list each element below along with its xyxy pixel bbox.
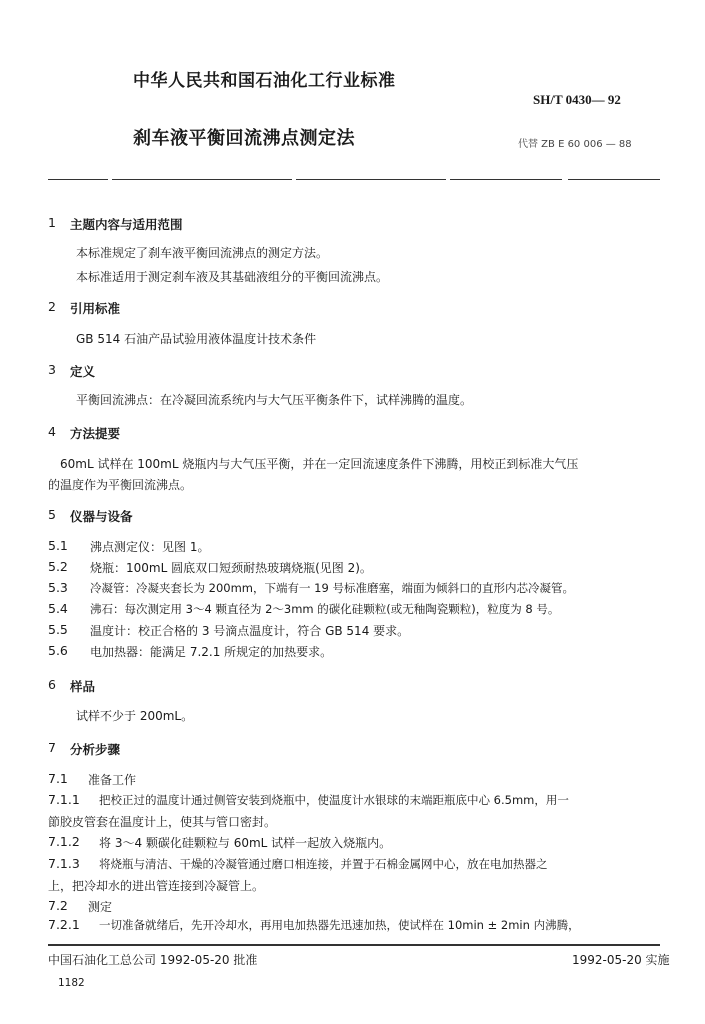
header-rule [450,179,562,180]
paragraph: 试样不少于 200mL。 [76,709,194,723]
paragraph: 一切准备就绪后，先开冷却水，再用电加热器先迅速加热，使试样在 10min ± 2min 内沸腾， [99,918,580,932]
section-heading: 引用标准 [70,301,121,316]
item-number: 5.2 [48,559,68,574]
section-number: 1 [48,215,56,230]
subsection-number: 7.1 [48,771,68,786]
section-number: 5 [48,507,56,522]
page-number: 1182 [58,977,85,989]
approval-note: 中国石油化工总公司 1992-05-20 批准 [48,953,258,967]
paragraph: 将 3～4 颗碳化硅颗粒与 60mL 试样一起放入烧瓶内。 [99,836,392,850]
subsection-number: 7.1.1 [48,792,80,807]
section-heading: 主题内容与适用范围 [70,217,183,232]
header-rule [112,179,292,180]
paragraph: 的温度作为平衡回流沸点。 [48,478,193,492]
item-text: 沸石：每次测定用 3～4 颗直径为 2～3mm 的碳化硅颗粒(或无釉陶瓷颗粒)，粒度为 8 号。 [90,602,560,616]
item-number: 5.1 [48,538,68,553]
section-number: 4 [48,424,56,439]
section-heading: 定义 [70,364,96,379]
item-text: 烧瓶：100mL 圆底双口短颈耐热玻璃烧瓶(见图 2)。 [90,561,372,575]
section-heading: 分析步骤 [70,742,121,757]
section-number: 6 [48,677,56,692]
item-text: 冷凝管：冷凝夹套长为 200mm，下端有一 19 号标准磨塞，端面为倾斜口的直形内芯冷凝管。 [90,581,574,595]
header-rule [48,179,108,180]
subsection-number: 7.1.2 [48,834,80,849]
paragraph: 本标准适用于测定刹车液及其基础液组分的平衡回流沸点。 [76,270,389,284]
paragraph: GB 514 石油产品试验用液体温度计技术条件 [76,332,317,346]
paragraph-continuation: 節胶皮管套在温度计上，使其与管口密封。 [48,815,277,829]
subsection-title: 准备工作 [88,773,137,787]
section-heading: 样品 [70,679,96,694]
header-rule [296,179,446,180]
section-heading: 仪器与设备 [70,509,133,524]
paragraph: 将烧瓶与清洁、干燥的冷凝管通过磨口相连接，并置于石棉金属网中心，放在电加热器之 [99,857,548,871]
subsection-number: 7.2.1 [48,917,80,932]
section-heading: 方法提要 [70,426,121,441]
item-number: 5.6 [48,643,68,658]
header-rule [568,179,660,180]
section-number: 3 [48,362,56,377]
subsection-number: 7.2 [48,898,68,913]
item-number: 5.5 [48,622,68,637]
org-title: 中华人民共和国石油化工行业标准 [133,71,396,91]
paragraph: 本标准规定了刹车液平衡回流沸点的测定方法。 [76,246,329,260]
item-text: 温度计：校正合格的 3 号滴点温度计，符合 GB 514 要求。 [90,624,410,638]
paragraph-continuation: 上，把冷却水的进出管连接到冷凝管上。 [48,879,265,893]
standard-code: SH/T 0430— 92 [533,92,621,107]
item-text: 沸点测定仪：见图 1。 [90,540,210,554]
paragraph: 把校正过的温度计通过侧管安装到烧瓶中，使温度计水银球的末端距瓶底中心 6.5mm，用一 [99,793,569,807]
footer-rule [48,944,660,946]
subsection-number: 7.1.3 [48,856,80,871]
paragraph: 60mL 试样在 100mL 烧瓶内与大气压平衡，并在一定回流速度条件下沸腾，用校正到标准大气压 [60,457,579,471]
doc-title: 刹车液平衡回流沸点测定法 [133,128,355,149]
item-text: 电加热器：能满足 7.2.1 所规定的加热要求。 [90,645,333,659]
replaces-note: 代替 ZB E 60 006 — 88 [518,139,632,150]
paragraph: 平衡回流沸点：在冷凝回流系统内与大气压平衡条件下，试样沸腾的温度。 [76,393,473,407]
section-number: 2 [48,299,56,314]
item-number: 5.3 [48,580,68,595]
section-number: 7 [48,740,56,755]
subsection-title: 测定 [88,900,113,914]
item-number: 5.4 [48,601,68,616]
effective-date: 1992-05-20 实施 [572,953,670,967]
